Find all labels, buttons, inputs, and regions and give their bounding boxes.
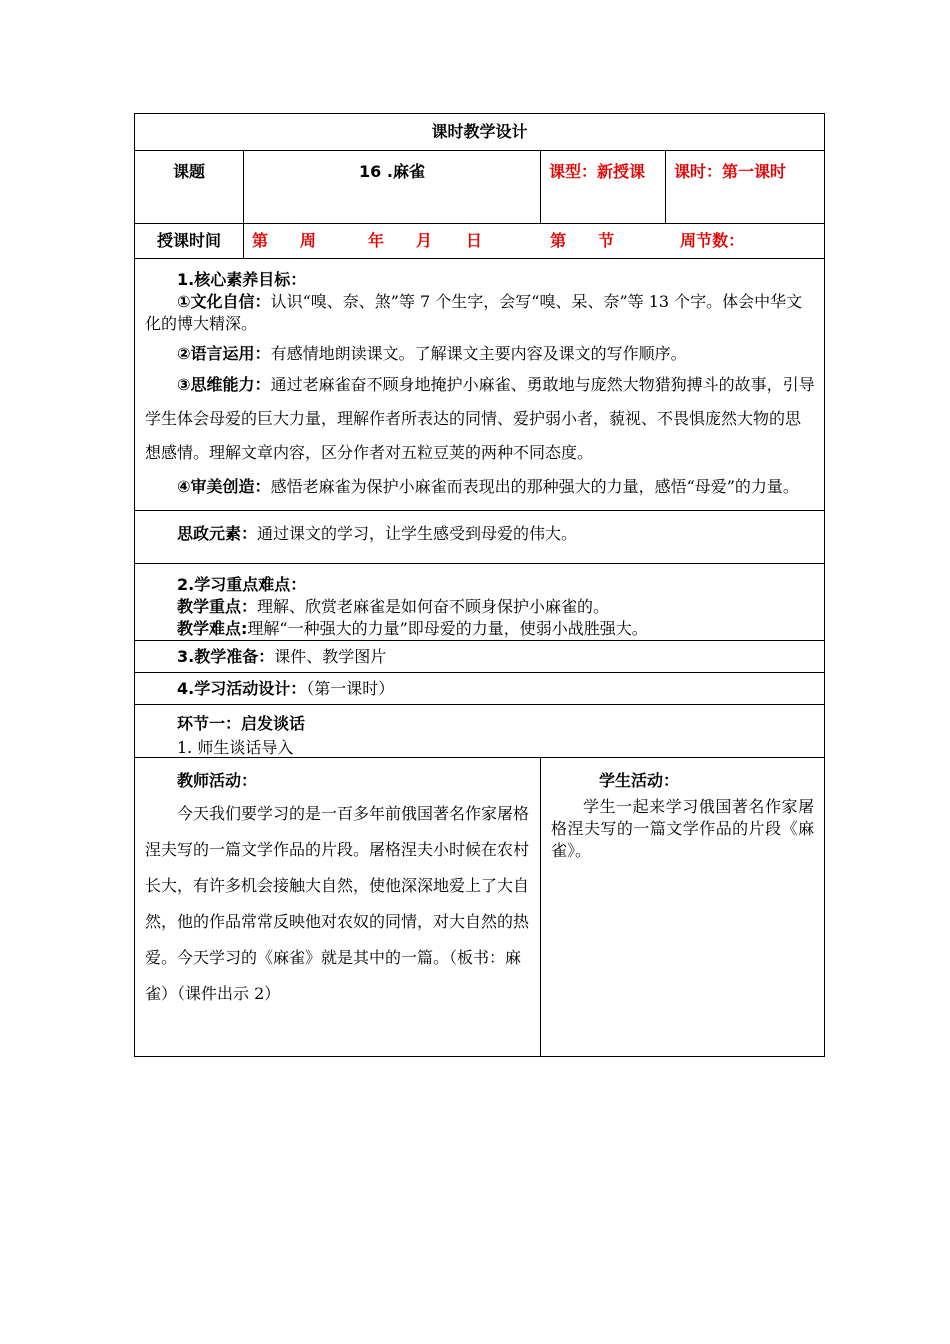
activity-text: （第一课时） <box>306 679 395 698</box>
prep-section <box>135 641 825 673</box>
objectives-heading: 1.核心素养目标： <box>177 270 307 289</box>
objective-label: ④审美创造： <box>177 477 271 496</box>
objectives-section <box>135 259 825 511</box>
objective-text: 感悟老麻雀为保护小麻雀而表现出的那种强大的力量，感悟“母爱”的力量。 <box>270 477 799 496</box>
activity-label: 4.学习活动设计： <box>177 679 307 698</box>
lesson-period: 课时：第一课时 <box>666 151 825 224</box>
sizheng-section <box>135 511 825 564</box>
time-week: 第 周 <box>252 231 317 250</box>
section1-sub: 1. 师生谈话导入 <box>177 738 294 757</box>
prep-text: 课件、教学图片 <box>274 647 387 666</box>
teacher-text: 今天我们要学习的是一百多年前俄国著名作家屠格涅夫写的一篇文学作品的片段。屠格涅夫小时候在农村长大，有许多机会接触大自然，使他深深地爱上了大自然，他的作品常常反映他对农奴的同情，对大自然的热爱。今天学习的《麻雀》就是其中的一篇。（板书：麻雀）（课件出示 2） <box>145 804 530 1003</box>
key-label: 教学重点： <box>177 597 258 616</box>
keypoints-heading: 2.学习重点难点： <box>177 575 307 594</box>
lesson-type: 课型：新授课 <box>541 151 666 224</box>
teacher-heading: 教师活动： <box>177 771 258 790</box>
topic-value: 16 .麻雀 <box>244 151 541 224</box>
topic-label: 课题 <box>135 151 244 224</box>
objective-text: 有感情地朗读课文。了解课文主要内容及课文的写作顺序。 <box>270 344 687 363</box>
keypoints-section <box>135 564 825 641</box>
time-weekly: 周节数： <box>680 231 745 250</box>
lesson-plan-page <box>134 113 824 1057</box>
time-month: 月 <box>416 231 433 250</box>
objective-text: 认识“嗅、奈、煞”等 7 个生字，会写“嗅、呆、奈”等 13 个字。体会中华文化的博大精深。 <box>145 292 803 333</box>
sizheng-text: 通过课文的学习，让学生感受到母爱的伟大。 <box>257 524 578 543</box>
section1 <box>135 705 825 758</box>
difficulty-label: 教学难点: <box>177 619 248 638</box>
key-text: 理解、欣赏老麻雀是如何奋不顾身保护小麻雀的。 <box>257 597 610 616</box>
time-year: 年 <box>368 231 385 250</box>
student-activity <box>541 758 825 1057</box>
teacher-activity <box>135 758 541 1057</box>
sizheng-label: 思政元素： <box>177 524 258 543</box>
objective-text: 通过老麻雀奋不顾身地掩护小麻雀、勇敢地与庞然大物猎狗搏斗的故事，引导学生体会母爱的巨大力量，理解作者所表达的同情、爱护弱小者，藐视、不畏惧庞然大物的思想感情。理解文章内容，区分作者对五粒豆荚的两种不同态度。 <box>145 375 815 462</box>
student-heading: 学生活动： <box>599 771 680 790</box>
table-title: 课时教学设计 <box>135 114 825 151</box>
time-section: 第 节 <box>550 231 615 250</box>
objective-label: ①文化自信： <box>177 292 271 311</box>
objective-label: ③思维能力： <box>177 375 271 394</box>
difficulty-text: 理解“一种强大的力量”即母爱的力量，使弱小战胜强大。 <box>247 619 648 638</box>
prep-label: 3.教学准备： <box>177 647 275 666</box>
objective-label: ②语言运用： <box>177 344 271 363</box>
student-text: 学生一起来学习俄国著名作家屠格涅夫写的一篇文学作品的片段《麻雀》。 <box>551 797 815 860</box>
lesson-plan-table <box>134 113 825 1057</box>
section1-title: 环节一：启发谈话 <box>177 714 306 733</box>
activity-section <box>135 673 825 705</box>
time-label: 授课时间 <box>135 224 244 259</box>
time-day: 日 <box>466 231 483 250</box>
time-value <box>244 224 825 259</box>
